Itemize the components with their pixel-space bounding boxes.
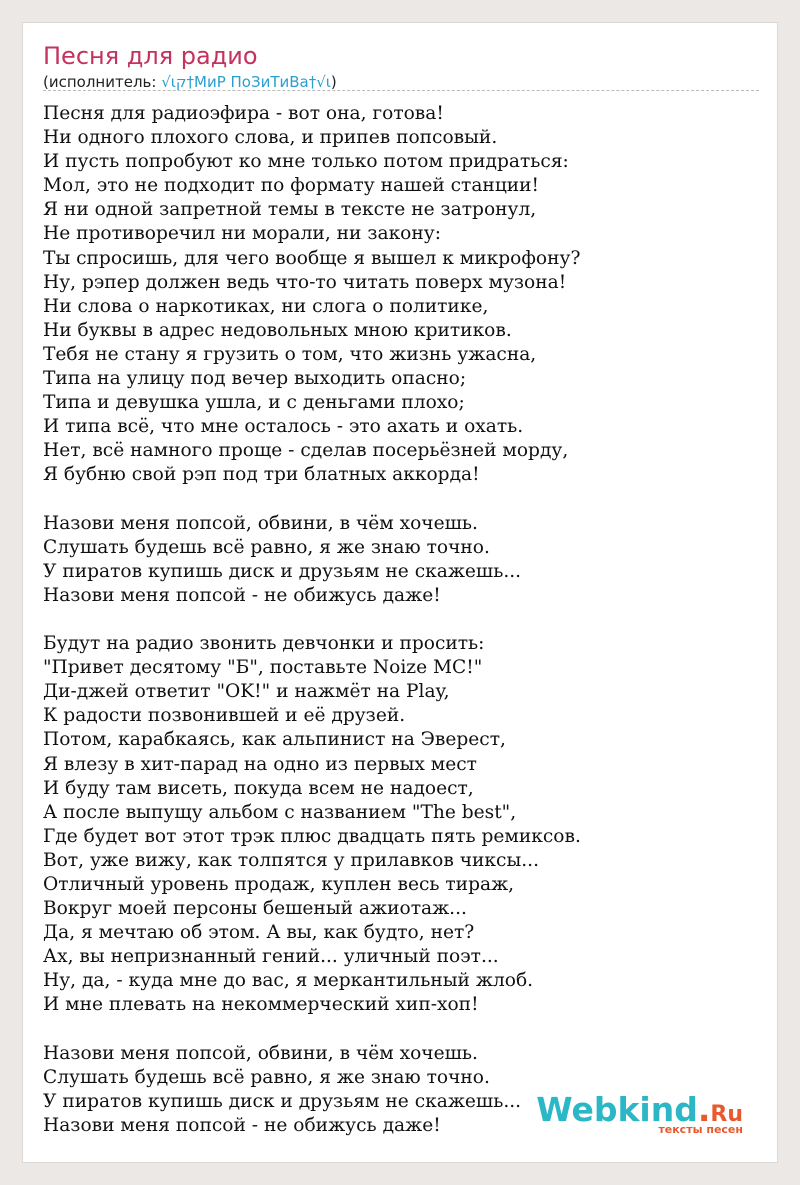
artist-link[interactable]: √ιק†МиР ПоЗиТиВа†√ι (161, 73, 331, 91)
lyric-line: Тебя не стану я грузить о том, что жизнь ужасна, (43, 343, 537, 365)
artist-prefix: (исполнитель: (43, 73, 162, 91)
lyric-line: Ни слова о наркотиках, ни слога о политике, (43, 295, 489, 317)
lyric-line: У пиратов купишь диск и друзьям не скажешь... (43, 560, 522, 582)
dashed-divider (43, 90, 759, 91)
lyric-line: Я бубню свой рэп под три блатных аккорда! (43, 464, 480, 486)
lyrics-stanza (43, 632, 581, 1018)
lyric-line: Отличный уровень продаж, куплен весь тираж, (43, 874, 515, 895)
lyric-line: "Привет десятому "Б", поставьте Noize MC!" (43, 657, 483, 679)
lyric-line: Ни одного плохого слова, и припев попсовый. (43, 127, 498, 149)
logo-dot: . (697, 1090, 711, 1129)
lyric-line: Ах, вы непризнанный гений... уличный поэт... (43, 946, 499, 968)
lyric-line: А после выпущу альбом с названием "The best", (43, 801, 517, 823)
lyric-line: Назови меня попсой - не обижусь даже! (43, 584, 441, 606)
lyric-line: Вот, уже вижу, как толпятся у прилавков чиксы... (43, 849, 539, 871)
lyric-line: И мне плевать на некоммерческий хип-хоп! (43, 994, 479, 1016)
lyric-line: Типа на улицу под вечер выходить опасно; (43, 368, 467, 390)
lyric-line: Назови меня попсой, обвини, в чём хочешь. (43, 512, 478, 534)
lyric-line: И буду там висеть, покуда всем не надоест, (43, 777, 474, 799)
lyric-line: Назови меня попсой - не обижусь даже! (43, 1114, 441, 1136)
lyric-line: Типа и девушка ушла, и с деньгами плохо; (43, 392, 465, 414)
lyric-line: И пусть попробуют ко мне только потом придраться: (43, 151, 569, 173)
lyric-line: Я ни одной запретной темы в тексте не затронул, (43, 199, 537, 221)
lyric-line: Не противоречил ни морали, ни закону: (43, 223, 441, 245)
artist-suffix: ) (330, 73, 337, 91)
lyric-line: Да, я мечтаю об этом. А вы, как будто, нет? (43, 922, 475, 944)
lyric-line: Мол, это не подходит по формату нашей станции! (43, 175, 540, 197)
lyric-line: Песня для радиоэфира - вот она, готова! (43, 103, 444, 124)
lyrics-stanza (43, 512, 581, 608)
lyrics-body (43, 102, 581, 1138)
lyric-line: Слушать будешь всё равно, я же знаю точно. (43, 1066, 490, 1088)
lyric-line: К радости позвонившей и её друзей. (43, 705, 406, 727)
logo-brand: Webkind (536, 1090, 698, 1129)
page-title: Песня для радио (43, 42, 258, 70)
lyric-line: У пиратов купишь диск и друзьям не скажешь... (43, 1090, 522, 1112)
lyric-line: Ты спросишь, для чего вообще я вышел к микрофону? (43, 247, 581, 269)
artist-line (43, 72, 337, 92)
lyrics-stanza (43, 1042, 581, 1138)
logo-tld: Ru (710, 1102, 743, 1127)
lyric-line: Ди-джей ответит "OK!" и нажмёт на Play, (43, 681, 450, 703)
logo-tagline: тексты песен (658, 1123, 743, 1136)
lyrics-page (22, 22, 778, 1163)
lyric-line: Назови меня попсой, обвини, в чём хочешь. (43, 1042, 478, 1064)
lyric-line: Нет, всё намного проще - сделав посерьёзней морду, (43, 440, 569, 462)
lyric-line: Я влезу в хит-парад на одно из первых мест (43, 753, 477, 775)
lyric-line: Ну, да, - куда мне до вас, я меркантильный жлоб. (43, 970, 534, 992)
lyrics-stanza (43, 102, 581, 488)
lyric-line: Вокруг моей персоны бешеный ажиотаж... (43, 898, 467, 920)
lyric-line: И типа всё, что мне осталось - это ахать и охать. (43, 416, 524, 438)
lyric-line: Слушать будешь всё равно, я же знаю точно. (43, 536, 490, 558)
lyric-line: Ну, рэпер должен ведь что-то читать поверх музона! (43, 271, 567, 293)
lyric-line: Будут на радио звонить девчонки и просить: (43, 633, 485, 655)
site-watermark (536, 1090, 743, 1136)
lyric-line: Где будет вот этот трэк плюс двадцать пять ремиксов. (43, 825, 581, 847)
lyric-line: Ни буквы в адрес недовольных мною критиков. (43, 319, 512, 341)
lyric-line: Потом, карабкаясь, как альпинист на Эверест, (43, 729, 506, 751)
